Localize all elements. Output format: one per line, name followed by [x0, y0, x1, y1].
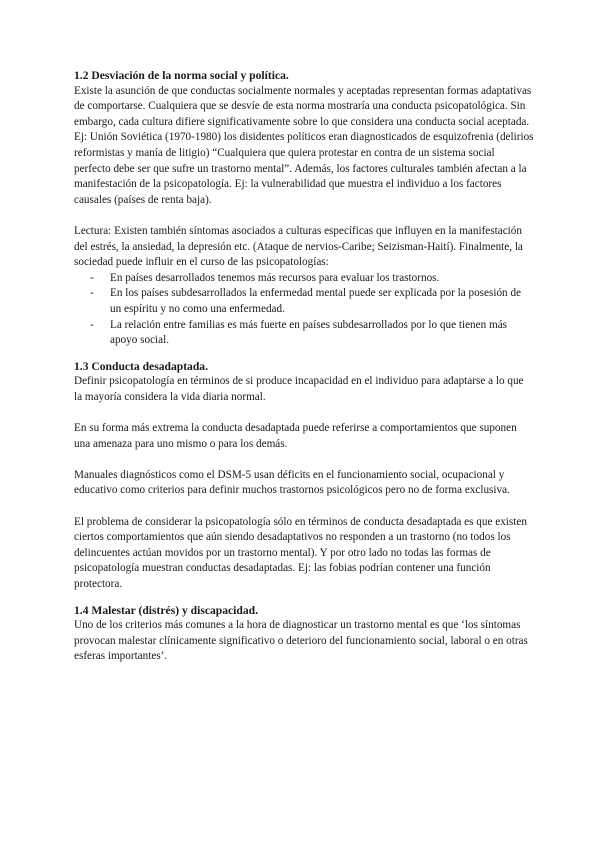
bullet-marker: - — [90, 318, 94, 331]
document-page — [74, 68, 534, 665]
section-1-3-paragraph-1: Definir psicopatología en términos de si produce incapacidad en el individuo para adaptarse a lo que la mayoría considera la vida diaria normal. — [74, 375, 524, 403]
section-1-3-paragraph-3: Manuales diagnósticos como el DSM-5 usan déficits en el funcionamiento social, ocupacional y educativo como criterios para definir muchos trastornos psicológicos pero no de forma exclusiva. — [74, 468, 510, 497]
bullet-item — [74, 271, 534, 287]
section-1-2-reading-paragraph: Lectura: Existen también síntomas asociados a culturas específicas que influyen en la manifestación del estrés, la ansiedad, la depresión etc. (Ataque de nervios-Caribe; Seizisman-Haití). Finalmente, la sociedad puede influir en el curso de las psicopatologías: — [74, 224, 523, 269]
bullet-marker: - — [90, 287, 94, 300]
bullet-text: En países desarrollados tenemos más recursos para evaluar los trastornos. — [110, 271, 440, 284]
section-1-4-paragraph: Uno de los criterios más comunes a la hora de diagnosticar un trastorno mental es que ‘los síntomas provocan malestar clínicamente significativo o deterioro del funcionamiento social, laboral o en otras esferas importantes’. — [74, 619, 528, 663]
bullet-item — [74, 286, 534, 317]
section-1-2-paragraph: Existe la asunción de que conductas socialmente normales y aceptadas representan formas adaptativas de comportarse. Cualquiera que se desvíe de esta norma mostraría una conducta psicopatológica. Sin embargo, cada cultura difiere significativamente sobre lo que considera una conducta social aceptada. Ej: Unión Soviética (1970-1980) los disidentes políticos eran diagnosticados de esquizofrenia (delirios reformistas y manía de litigio) “Cualquiera que quiera protestar en contra de un sistema social perfecto debe ser que sufre un trastorno mental”. Además, los factores culturales también afectan a la manifestación de la psicopatología. Ej: la vulnerabilidad que muestra el individuo a los factores causales (países de renta baja). — [74, 84, 534, 206]
bullet-text: En los países subdesarrollados la enfermedad mental puede ser explicada por la posesión de un espíritu y no como una enfermedad. — [110, 287, 522, 315]
bullet-item — [74, 318, 534, 349]
section-1-3-paragraph-4: El problema de considerar la psicopatología sólo en términos de conducta desadaptada es que existen ciertos comportamientos que aún siendo desadaptativos no responden a un trastorno (no todos los delincuentes actúan movidos por un trastorno mental). Y por otro lado no todas las formas de psicopatología muestran conductas desadaptadas. Ej: las fobias podrían contener una función protectora. — [74, 515, 527, 590]
section-1-2-bullet-list — [74, 271, 534, 349]
section-heading-1-3: 1.3 Conducta desadaptada. — [74, 359, 209, 373]
section-heading-1-4: 1.4 Malestar (distrés) y discapacidad. — [74, 603, 258, 617]
bullet-marker: - — [90, 271, 94, 284]
section-heading-1-2: 1.2 Desviación de la norma social y política. — [74, 69, 289, 82]
section-1-3-paragraph-2: En su forma más extrema la conducta desadaptada puede referirse a comportamientos que suponen una amenaza para uno mismo o para los demás. — [74, 422, 517, 450]
bullet-text: La relación entre familias es más fuerte en países subdesarrollados por lo que tienen más apoyo social. — [110, 318, 508, 347]
